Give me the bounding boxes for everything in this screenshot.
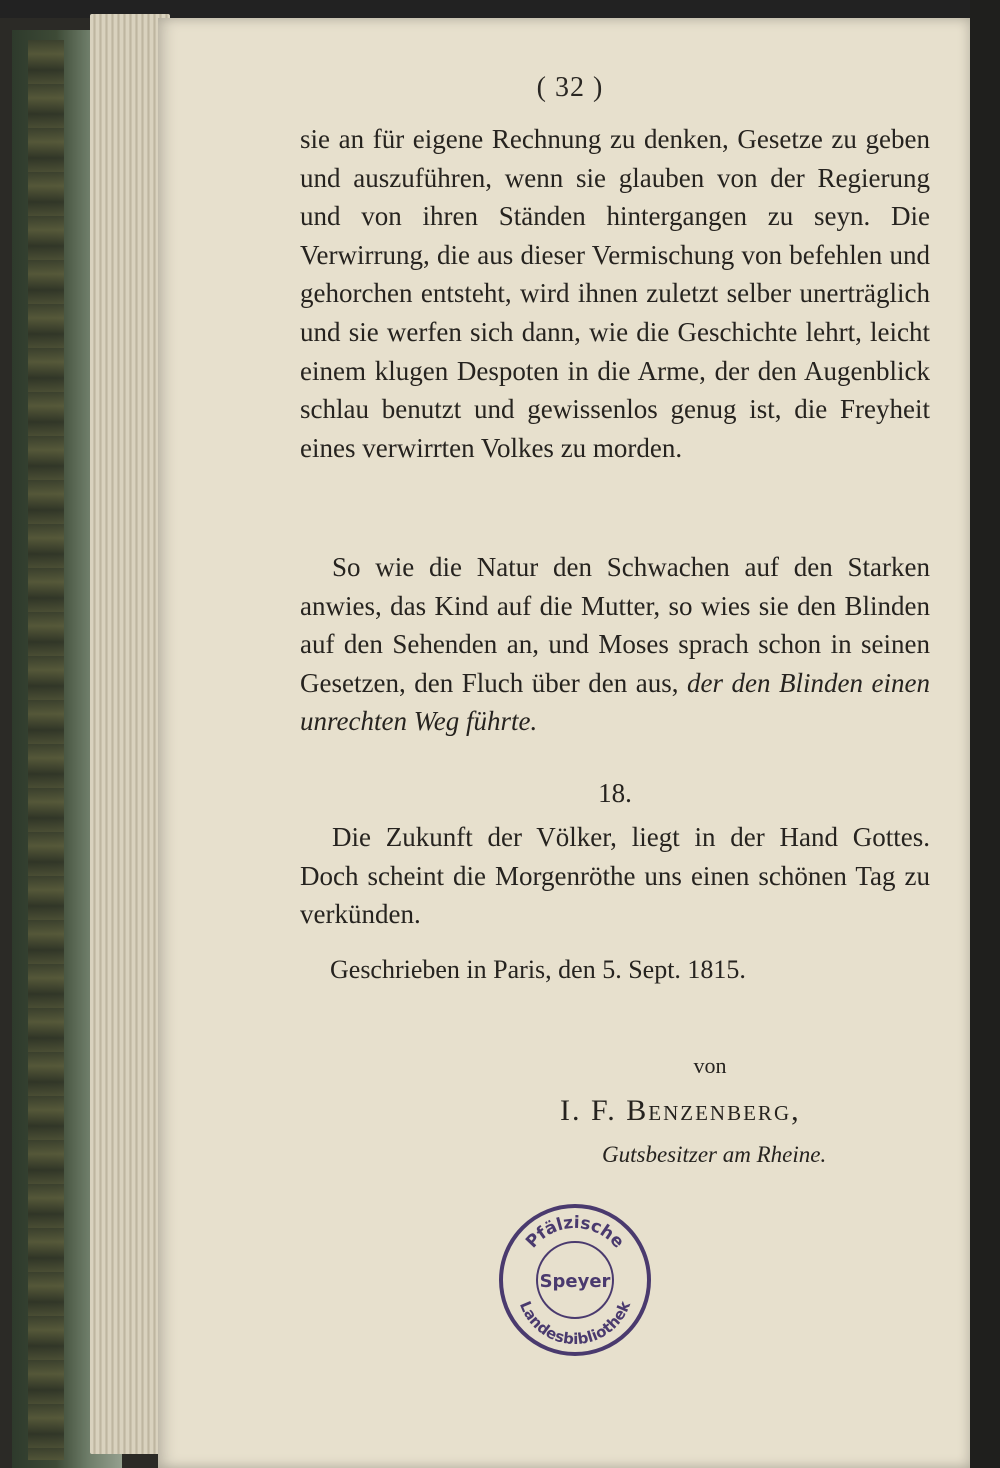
paragraph-continuation (300, 120, 930, 467)
stamp-center-text: Speyer (539, 1271, 611, 1292)
paragraph-3: Die Zukunft der Völker, liegt in der Hand Gottes. Doch scheint die Morgenröthe uns einen schönen Tag zu verkünden. (300, 822, 930, 930)
dateline: Geschrieben in Paris, den 5. Sept. 1815. (330, 955, 746, 984)
paragraph-future (300, 818, 930, 934)
background-right (970, 0, 1000, 1468)
paragraph-2-italic: der den Blinden einen unrechten Weg führte. (300, 667, 930, 737)
library-stamp (495, 1200, 655, 1360)
paragraph-moses (300, 548, 930, 741)
von-label: von (693, 1053, 727, 1078)
paragraph-2 (300, 548, 930, 741)
stamp-bottom-text: Landesbibliothek (515, 1298, 635, 1349)
page-number: ( 32 ) (536, 72, 604, 103)
author-name: I. F. Benzenberg, (560, 1094, 801, 1127)
paragraph-1: sie an für eigene Rechnung zu denken, Gesetze zu geben und auszuführen, wenn sie glauben von der Regierung und von ihren Ständen hintergangen zu seyn. Die Verwirrung, die aus dieser Vermischung von befehlen und gehorchen entsteht, wird ihnen zuletzt selber unerträglich und sie werfen sich dann, wie die Geschichte lehrt, leicht einem klugen Despoten in die Arme, der den Augenblick schlau benutzt und gewissenlos genug ist, die Freyheit eines verwirrten Volkes zu morden. (300, 124, 930, 463)
marbled-cover-edge (28, 40, 64, 1460)
paragraph-2-text: So wie die Natur den Schwachen auf den Starken anwies, das Kind auf die Mutter, so wies sie den Blinden auf den Sehenden an, und Moses sprach schon in seinen Gesetzen, den Fluch über den aus, (300, 552, 930, 698)
stamp-top-text: Pfälzische (522, 1212, 628, 1253)
author-title: Gutsbesitzer am Rheine. (602, 1142, 827, 1167)
section-number: 18. (598, 778, 632, 808)
